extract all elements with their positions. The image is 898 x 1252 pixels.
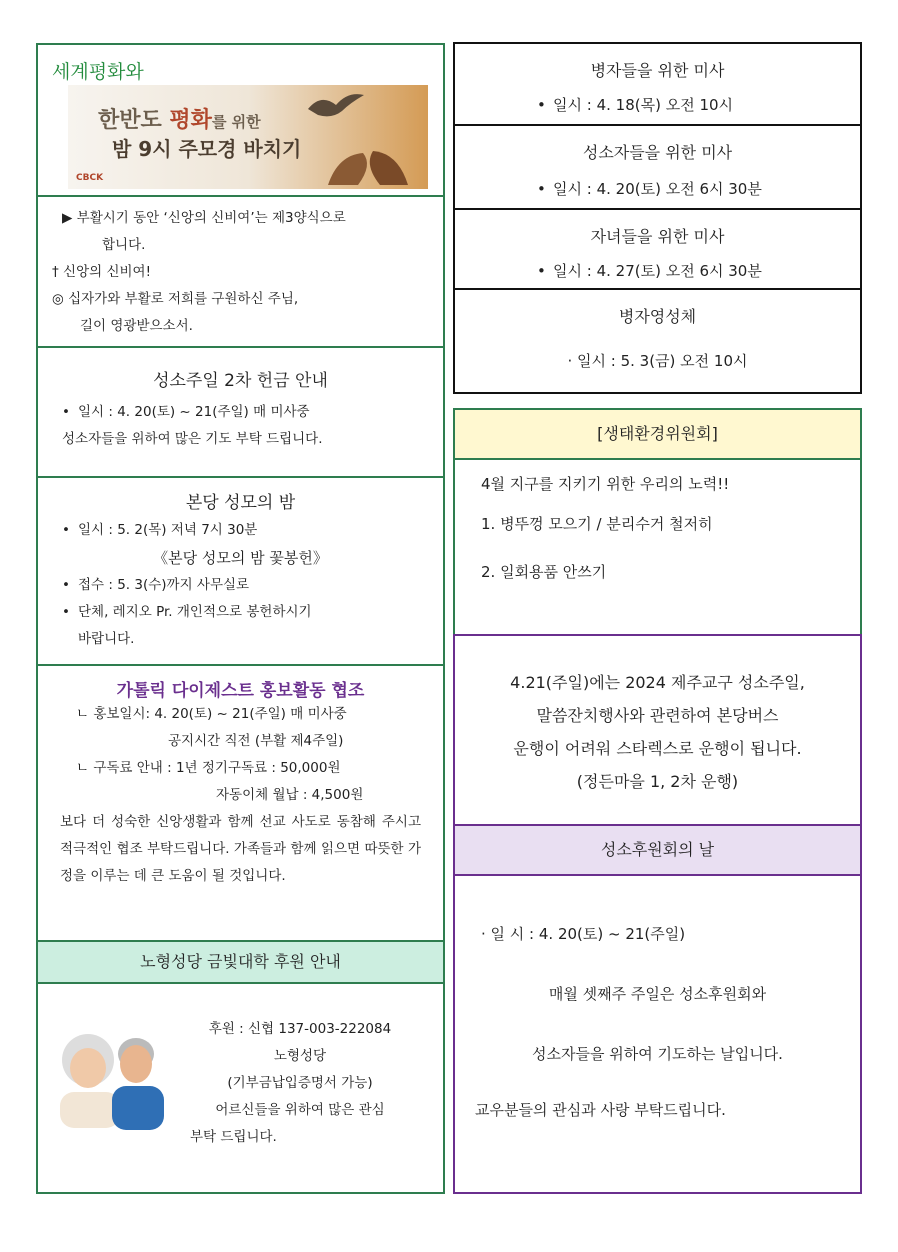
marian-night-groups-2: 바랍니다. [78, 631, 135, 647]
bus-notice-box [453, 634, 862, 826]
marian-night-title: 본당 성모의 밤 [185, 493, 296, 513]
collection-date: • 일시 : 4. 20(토) ~ 21(주일) 매 미사중 [52, 399, 429, 426]
mass-sick-box [453, 42, 862, 126]
mass-date: • 일시 : 4. 18(목) 오전 10시 [527, 93, 860, 117]
second-collection-box [36, 346, 445, 478]
dove-icon [306, 91, 366, 121]
banner-text-3: 를 위한 [211, 113, 261, 131]
easter-liturgy-box [36, 195, 445, 348]
praying-hands-icon [318, 125, 413, 185]
digest-title: 가톨릭 다이제스트 홍보활동 협조 [116, 681, 365, 701]
world-peace-box [36, 43, 445, 197]
mass-title: 성소자들을 위한 미사 [582, 143, 733, 162]
mass-date: • 일시 : 4. 20(토) 오전 6시 30분 [527, 177, 860, 201]
eco-committee-box [453, 458, 862, 636]
marian-night-groups: • 단체, 레지오 Pr. 개인적으로 봉헌하시기 [52, 599, 429, 626]
easter-line-2: 합니다. [102, 237, 146, 253]
mass-title: 병자들을 위한 미사 [590, 61, 725, 80]
vocation-support-title: 성소후원회의 날 [600, 840, 715, 859]
elderly-couple-image [50, 1024, 170, 1134]
mass-title: 병자영성체 [618, 307, 697, 326]
marian-night-subtitle: 《본당 성모의 밤 꽃봉헌》 [153, 549, 328, 567]
mass-children-box [453, 208, 862, 290]
bus-line-1: 4.21(주일)에는 2024 제주교구 성소주일, [510, 673, 805, 692]
easter-line-1: ▶ 부활시기 동안 ‘신앙의 신비여’는 제3양식으로 [62, 210, 346, 226]
easter-line-5: 길이 영광받으소서. [80, 318, 193, 334]
eco-item-2: 2. 일회용품 안쓰기 [481, 563, 607, 581]
bus-line-4: (정든마을 1, 2차 운행) [576, 772, 739, 791]
marian-night-register: • 접수 : 5. 3(수)까지 사무실로 [52, 572, 429, 599]
golden-university-box [36, 982, 445, 1194]
support-line-3: 성소자들을 위하여 기도하는 날입니다. [532, 1045, 783, 1063]
vocation-support-header [453, 824, 862, 876]
banner-text-line2: 밤 9시 주모경 바치기 [112, 137, 302, 161]
eco-committee-header [453, 408, 862, 460]
easter-line-3: † 신앙의 신비여! [52, 264, 151, 280]
mass-vocation-box [453, 124, 862, 210]
support-date: · 일 시 : 4. 20(토) ~ 21(주일) [481, 925, 686, 943]
golden-university-title: 노형성당 금빛대학 후원 안내 [140, 952, 341, 971]
eco-committee-title: [생태환경위원회] [597, 424, 718, 443]
digest-promo-date: ㄴ 홍보일시: 4. 20(토) ~ 21(주일) 매 미사중 [76, 706, 347, 722]
catholic-digest-box [36, 664, 445, 942]
digest-promo-note: 공지시간 직전 (부활 제4주일) [168, 733, 344, 749]
univ-holder: 노형성당 [273, 1048, 327, 1064]
cbck-logo: CBCK [76, 173, 104, 183]
digest-fee-year: ㄴ 구독료 안내 : 1년 정기구독료 : 50,000원 [76, 760, 341, 776]
mass-title: 자녀들을 위한 미사 [590, 227, 725, 246]
collection-title: 성소주일 2차 헌금 안내 [153, 371, 328, 391]
support-line-4: 교우분들의 관심과 사랑 부탁드립니다. [475, 1101, 726, 1119]
marian-night-date: • 일시 : 5. 2(목) 저녁 7시 30분 [52, 517, 429, 544]
support-line-2: 매월 셋째주 주일은 성소후원회와 [548, 985, 767, 1003]
marian-night-box [36, 476, 445, 666]
banner-text-1: 한반도 [98, 108, 170, 133]
bus-line-2: 말씀잔치행사와 관련하여 본당버스 [536, 706, 779, 725]
peace-prayer-banner [68, 85, 428, 189]
easter-line-4: ◎ 십자가와 부활로 저희를 구원하신 주님, [52, 291, 299, 307]
univ-receipt: (기부금납입증명서 가능) [227, 1075, 373, 1091]
banner-text-2: 평화 [169, 108, 212, 133]
digest-body: 보다 더 성숙한 신앙생활과 함께 선교 사도로 동참해 주시고 적극적인 협조 부탁드립니다. 가족들과 함께 읽으면 따뜻한 가정을 이루는 데 큰 도움이 될 것입니다. [60, 814, 421, 884]
sick-communion-box [453, 288, 862, 394]
vocation-support-box [453, 874, 862, 1194]
mass-date: · 일시 : 5. 3(금) 오전 10시 [567, 352, 748, 370]
univ-request-1: 어르신들을 위하여 많은 관심 [215, 1102, 385, 1118]
collection-note: 성소자들을 위하여 많은 기도 부탁 드립니다. [62, 431, 323, 447]
univ-request-2: 부탁 드립니다. [190, 1129, 277, 1145]
eco-goal: 4월 지구를 지키기 위한 우리의 노력!! [481, 475, 730, 493]
world-peace-title: 세계평화와 [52, 61, 144, 83]
golden-university-header [36, 940, 445, 984]
digest-fee-month: 자동이체 월납 : 4,500원 [216, 787, 364, 803]
mass-date: • 일시 : 4. 27(토) 오전 6시 30분 [527, 259, 860, 283]
univ-account: 후원 : 신협 137-003-222084 [208, 1021, 392, 1037]
eco-item-1: 1. 병뚜껑 모으기 / 분리수거 철저히 [481, 515, 713, 533]
bus-line-3: 운행이 어려워 스타렉스로 운행이 됩니다. [513, 739, 802, 758]
